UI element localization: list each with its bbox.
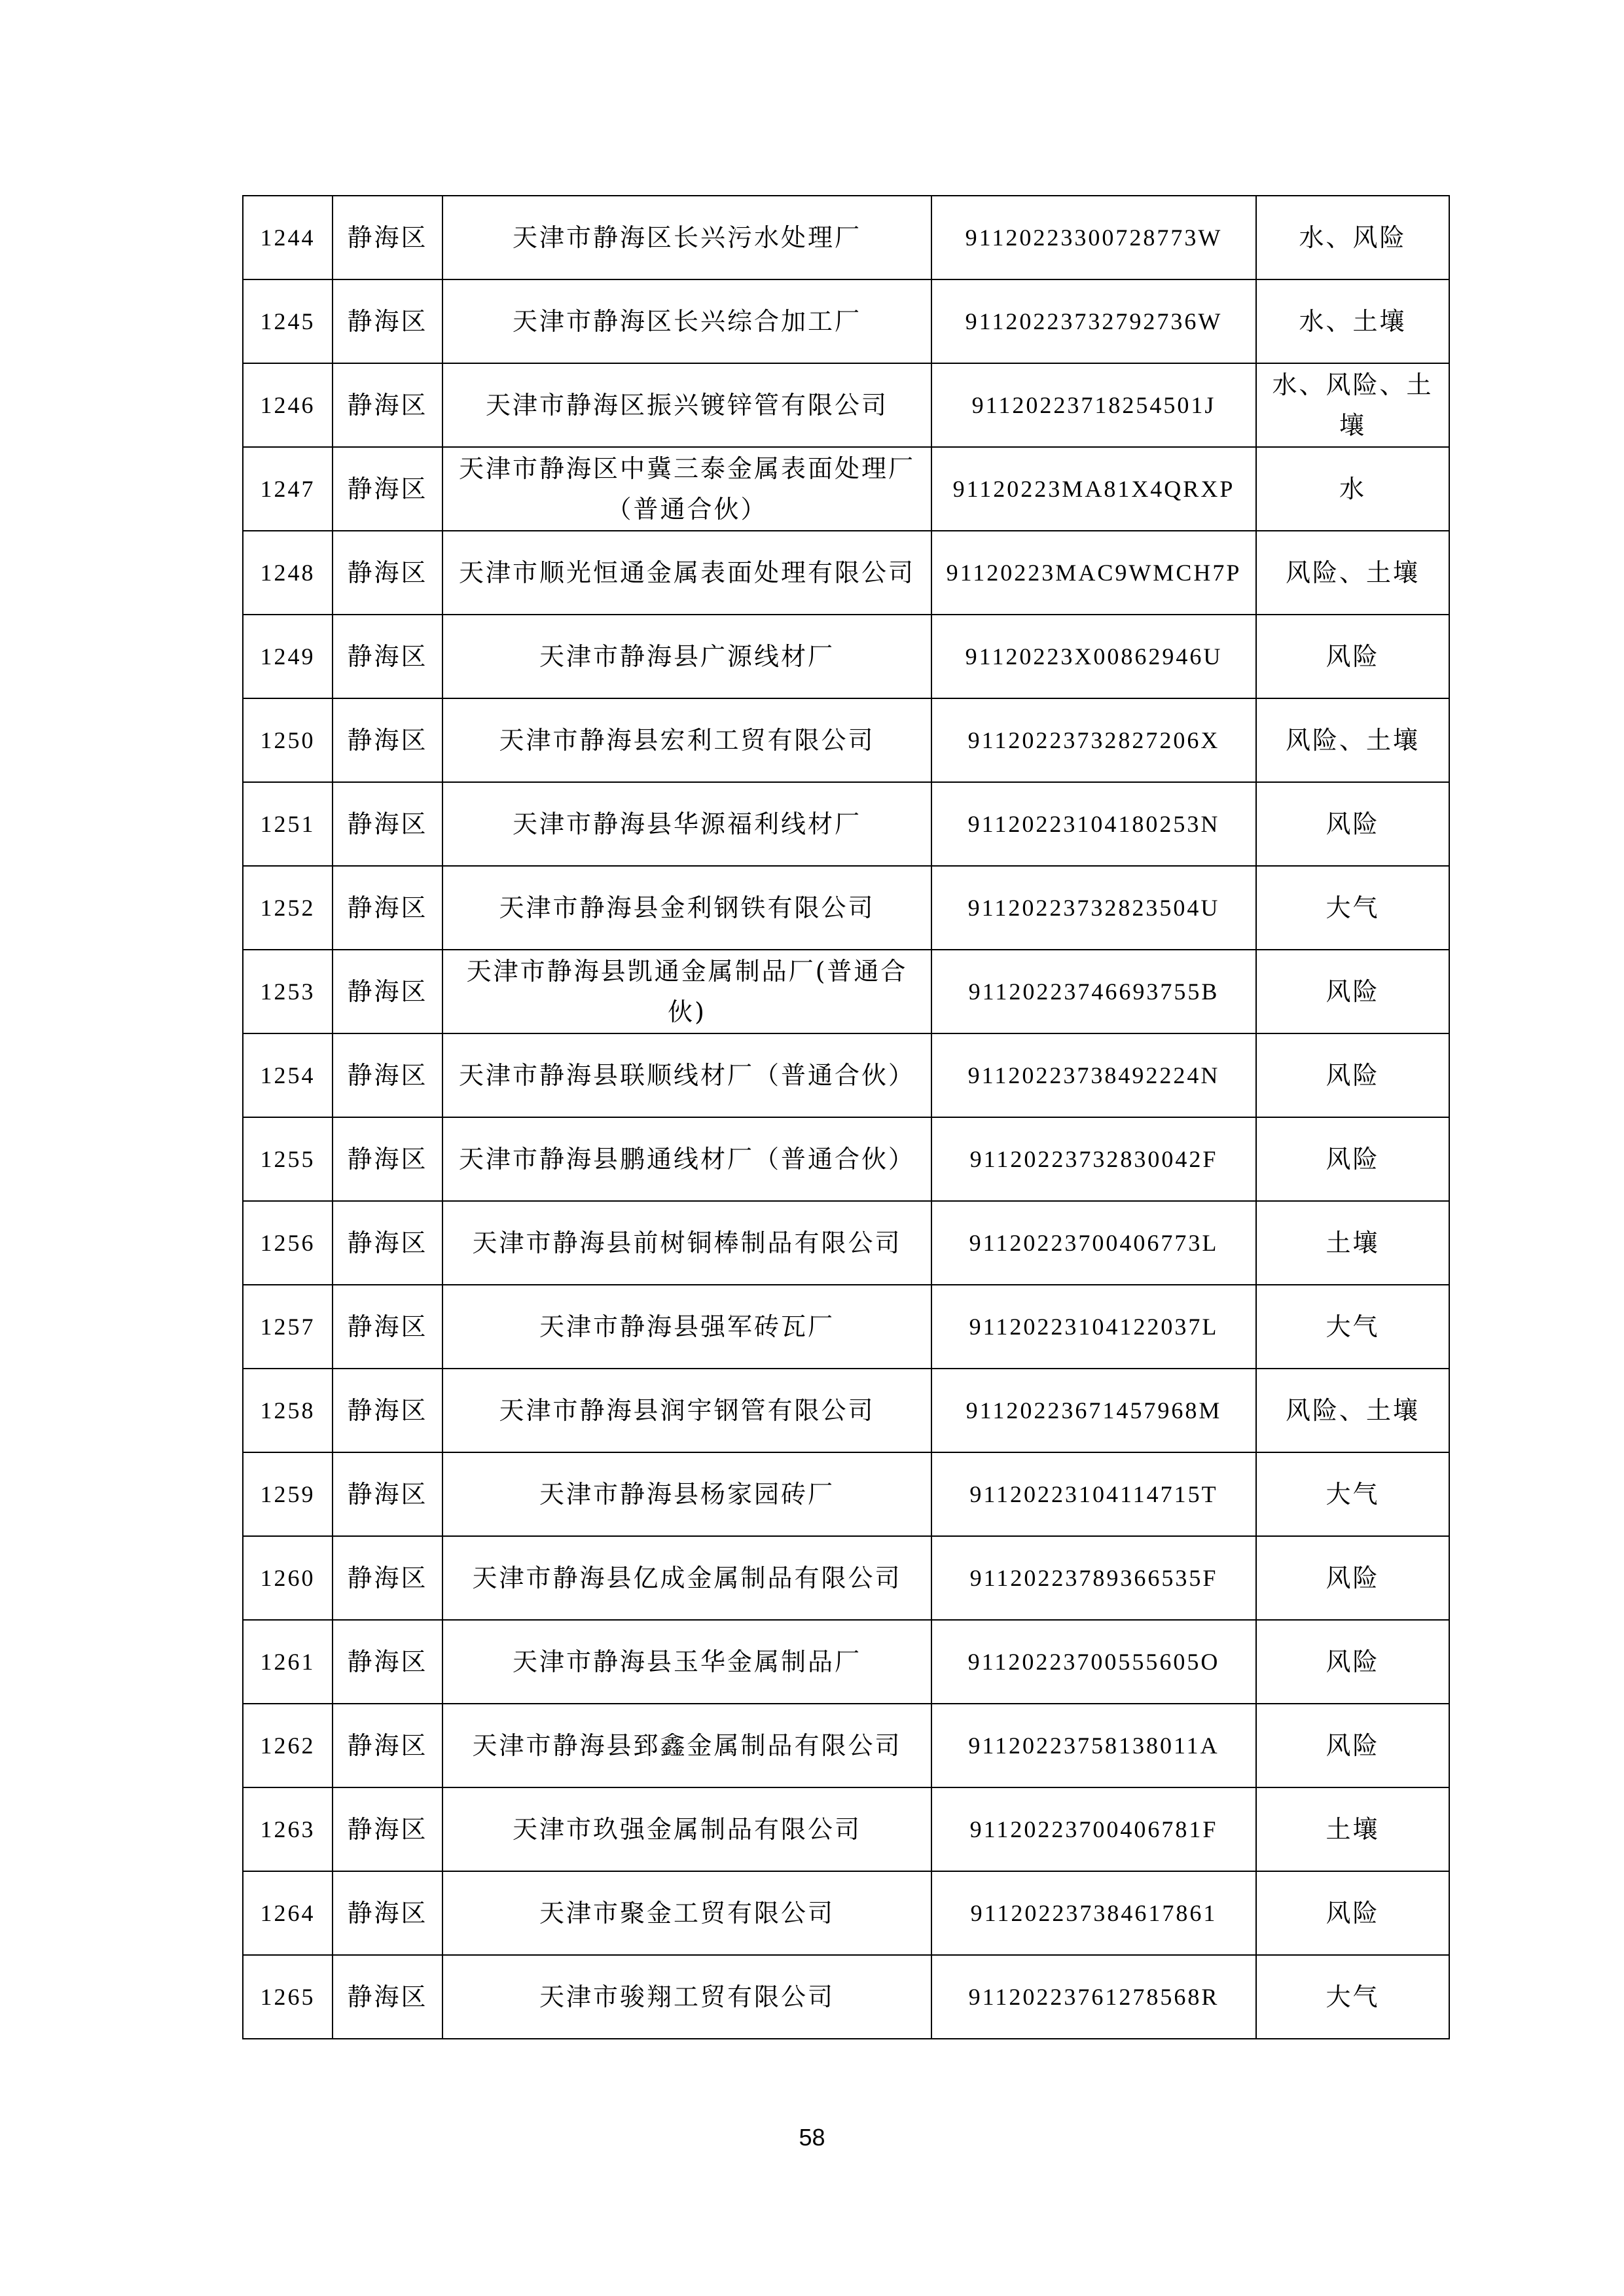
district-cell: 静海区 xyxy=(333,1536,442,1620)
row-number-cell: 1246 xyxy=(243,363,333,447)
table-row xyxy=(243,1033,1449,1117)
category-cell: 风险 xyxy=(1256,782,1449,866)
district-cell: 静海区 xyxy=(333,782,442,866)
table-row xyxy=(243,1285,1449,1369)
row-number-cell: 1248 xyxy=(243,531,333,615)
category-cell: 水 xyxy=(1256,447,1449,531)
district-cell: 静海区 xyxy=(333,1955,442,2039)
row-number-cell: 1262 xyxy=(243,1704,333,1787)
district-cell: 静海区 xyxy=(333,1201,442,1285)
category-cell: 风险 xyxy=(1256,615,1449,698)
enterprise-name-cell: 天津市静海县玉华金属制品厂 xyxy=(442,1620,931,1704)
row-number-cell: 1263 xyxy=(243,1787,333,1871)
row-number-cell: 1257 xyxy=(243,1285,333,1369)
table-row xyxy=(243,782,1449,866)
category-cell: 风险 xyxy=(1256,1536,1449,1620)
enterprise-name-cell: 天津市静海区中冀三泰金属表面处理厂（普通合伙） xyxy=(442,447,931,531)
table-row xyxy=(243,1117,1449,1201)
credit-code-cell: 91120223746693755B xyxy=(931,950,1256,1033)
category-cell: 大气 xyxy=(1256,866,1449,950)
enterprise-name-cell: 天津市顺光恒通金属表面处理有限公司 xyxy=(442,531,931,615)
row-number-cell: 1249 xyxy=(243,615,333,698)
category-cell: 大气 xyxy=(1256,1452,1449,1536)
category-cell: 土壤 xyxy=(1256,1787,1449,1871)
category-cell: 大气 xyxy=(1256,1955,1449,2039)
enterprise-name-cell: 天津市静海县鹏通线材厂（普通合伙） xyxy=(442,1117,931,1201)
credit-code-cell: 91120223732792736W xyxy=(931,279,1256,363)
category-cell: 大气 xyxy=(1256,1285,1449,1369)
credit-code-cell: 91120223104180253N xyxy=(931,782,1256,866)
enterprise-name-cell: 天津市静海区振兴镀锌管有限公司 xyxy=(442,363,931,447)
district-cell: 静海区 xyxy=(333,1452,442,1536)
category-cell: 风险 xyxy=(1256,1704,1449,1787)
district-cell: 静海区 xyxy=(333,1369,442,1452)
table-row xyxy=(243,1536,1449,1620)
enterprise-name-cell: 天津市静海县金利钢铁有限公司 xyxy=(442,866,931,950)
row-number-cell: 1258 xyxy=(243,1369,333,1452)
credit-code-cell: 91120223738492224N xyxy=(931,1033,1256,1117)
credit-code-cell: 91120223X00862946U xyxy=(931,615,1256,698)
credit-code-cell: 91120223700406773L xyxy=(931,1201,1256,1285)
category-cell: 风险 xyxy=(1256,1117,1449,1201)
district-cell: 静海区 xyxy=(333,1704,442,1787)
credit-code-cell: 91120223MAC9WMCH7P xyxy=(931,531,1256,615)
enterprise-name-cell: 天津市玖强金属制品有限公司 xyxy=(442,1787,931,1871)
table-row xyxy=(243,615,1449,698)
row-number-cell: 1260 xyxy=(243,1536,333,1620)
category-cell: 土壤 xyxy=(1256,1201,1449,1285)
table-row xyxy=(243,531,1449,615)
row-number-cell: 1247 xyxy=(243,447,333,531)
table-row xyxy=(243,363,1449,447)
credit-code-cell: 91120223758138011A xyxy=(931,1704,1256,1787)
credit-code-cell: 91120223104114715T xyxy=(931,1452,1256,1536)
row-number-cell: 1245 xyxy=(243,279,333,363)
enterprise-name-cell: 天津市静海县强军砖瓦厂 xyxy=(442,1285,931,1369)
district-cell: 静海区 xyxy=(333,1117,442,1201)
district-cell: 静海区 xyxy=(333,363,442,447)
table-row xyxy=(243,1369,1449,1452)
page-number: 58 xyxy=(799,2124,825,2151)
category-cell: 风险、土壤 xyxy=(1256,531,1449,615)
credit-code-cell: 91120223732823504U xyxy=(931,866,1256,950)
table-row xyxy=(243,1201,1449,1285)
credit-code-cell: 91120223671457968M xyxy=(931,1369,1256,1452)
credit-code-cell: 91120223700406781F xyxy=(931,1787,1256,1871)
row-number-cell: 1259 xyxy=(243,1452,333,1536)
credit-code-cell: 91120223732827206X xyxy=(931,698,1256,782)
table-row xyxy=(243,1452,1449,1536)
credit-code-cell: 91120223300728773W xyxy=(931,196,1256,279)
table-row xyxy=(243,950,1449,1033)
credit-code-cell: 91120223700555605O xyxy=(931,1620,1256,1704)
credit-code-cell: 91120223718254501J xyxy=(931,363,1256,447)
row-number-cell: 1265 xyxy=(243,1955,333,2039)
category-cell: 风险 xyxy=(1256,1871,1449,1955)
district-cell: 静海区 xyxy=(333,866,442,950)
credit-code-cell: 91120223732830042F xyxy=(931,1117,1256,1201)
enterprise-name-cell: 天津市静海县杨家园砖厂 xyxy=(442,1452,931,1536)
category-cell: 水、风险、土壤 xyxy=(1256,363,1449,447)
enterprise-table xyxy=(242,195,1450,2039)
district-cell: 静海区 xyxy=(333,1620,442,1704)
enterprise-name-cell: 天津市静海县广源线材厂 xyxy=(442,615,931,698)
row-number-cell: 1254 xyxy=(243,1033,333,1117)
row-number-cell: 1255 xyxy=(243,1117,333,1201)
district-cell: 静海区 xyxy=(333,1033,442,1117)
enterprise-name-cell: 天津市静海县华源福利线材厂 xyxy=(442,782,931,866)
table-row xyxy=(243,1871,1449,1955)
table-row xyxy=(243,1955,1449,2039)
category-cell: 水、土壤 xyxy=(1256,279,1449,363)
table-row xyxy=(243,866,1449,950)
district-cell: 静海区 xyxy=(333,698,442,782)
table-row xyxy=(243,196,1449,279)
category-cell: 水、风险 xyxy=(1256,196,1449,279)
enterprise-name-cell: 天津市聚金工贸有限公司 xyxy=(442,1871,931,1955)
row-number-cell: 1261 xyxy=(243,1620,333,1704)
row-number-cell: 1252 xyxy=(243,866,333,950)
table-row xyxy=(243,1620,1449,1704)
category-cell: 风险 xyxy=(1256,1620,1449,1704)
table-row xyxy=(243,447,1449,531)
row-number-cell: 1253 xyxy=(243,950,333,1033)
enterprise-name-cell: 天津市静海县郅鑫金属制品有限公司 xyxy=(442,1704,931,1787)
district-cell: 静海区 xyxy=(333,615,442,698)
table-body xyxy=(243,196,1449,2039)
district-cell: 静海区 xyxy=(333,196,442,279)
row-number-cell: 1251 xyxy=(243,782,333,866)
enterprise-name-cell: 天津市静海县凯通金属制品厂(普通合伙) xyxy=(442,950,931,1033)
district-cell: 静海区 xyxy=(333,531,442,615)
credit-code-cell: 911202237384617861 xyxy=(931,1871,1256,1955)
enterprise-name-cell: 天津市静海区长兴污水处理厂 xyxy=(442,196,931,279)
category-cell: 风险 xyxy=(1256,1033,1449,1117)
enterprise-name-cell: 天津市静海县联顺线材厂（普通合伙） xyxy=(442,1033,931,1117)
enterprise-name-cell: 天津市静海县宏利工贸有限公司 xyxy=(442,698,931,782)
district-cell: 静海区 xyxy=(333,1871,442,1955)
table-row xyxy=(243,698,1449,782)
district-cell: 静海区 xyxy=(333,1285,442,1369)
table-row xyxy=(243,1787,1449,1871)
row-number-cell: 1256 xyxy=(243,1201,333,1285)
district-cell: 静海区 xyxy=(333,1787,442,1871)
category-cell: 风险 xyxy=(1256,950,1449,1033)
table-row xyxy=(243,1704,1449,1787)
row-number-cell: 1250 xyxy=(243,698,333,782)
enterprise-name-cell: 天津市静海县前树铜棒制品有限公司 xyxy=(442,1201,931,1285)
district-cell: 静海区 xyxy=(333,950,442,1033)
enterprise-name-cell: 天津市静海县润宇钢管有限公司 xyxy=(442,1369,931,1452)
credit-code-cell: 91120223MA81X4QRXP xyxy=(931,447,1256,531)
enterprise-name-cell: 天津市静海区长兴综合加工厂 xyxy=(442,279,931,363)
credit-code-cell: 91120223104122037L xyxy=(931,1285,1256,1369)
enterprise-name-cell: 天津市静海县亿成金属制品有限公司 xyxy=(442,1536,931,1620)
row-number-cell: 1244 xyxy=(243,196,333,279)
district-cell: 静海区 xyxy=(333,279,442,363)
credit-code-cell: 91120223789366535F xyxy=(931,1536,1256,1620)
category-cell: 风险、土壤 xyxy=(1256,698,1449,782)
category-cell: 风险、土壤 xyxy=(1256,1369,1449,1452)
row-number-cell: 1264 xyxy=(243,1871,333,1955)
enterprise-name-cell: 天津市骏翔工贸有限公司 xyxy=(442,1955,931,2039)
district-cell: 静海区 xyxy=(333,447,442,531)
credit-code-cell: 91120223761278568R xyxy=(931,1955,1256,2039)
table-row xyxy=(243,279,1449,363)
